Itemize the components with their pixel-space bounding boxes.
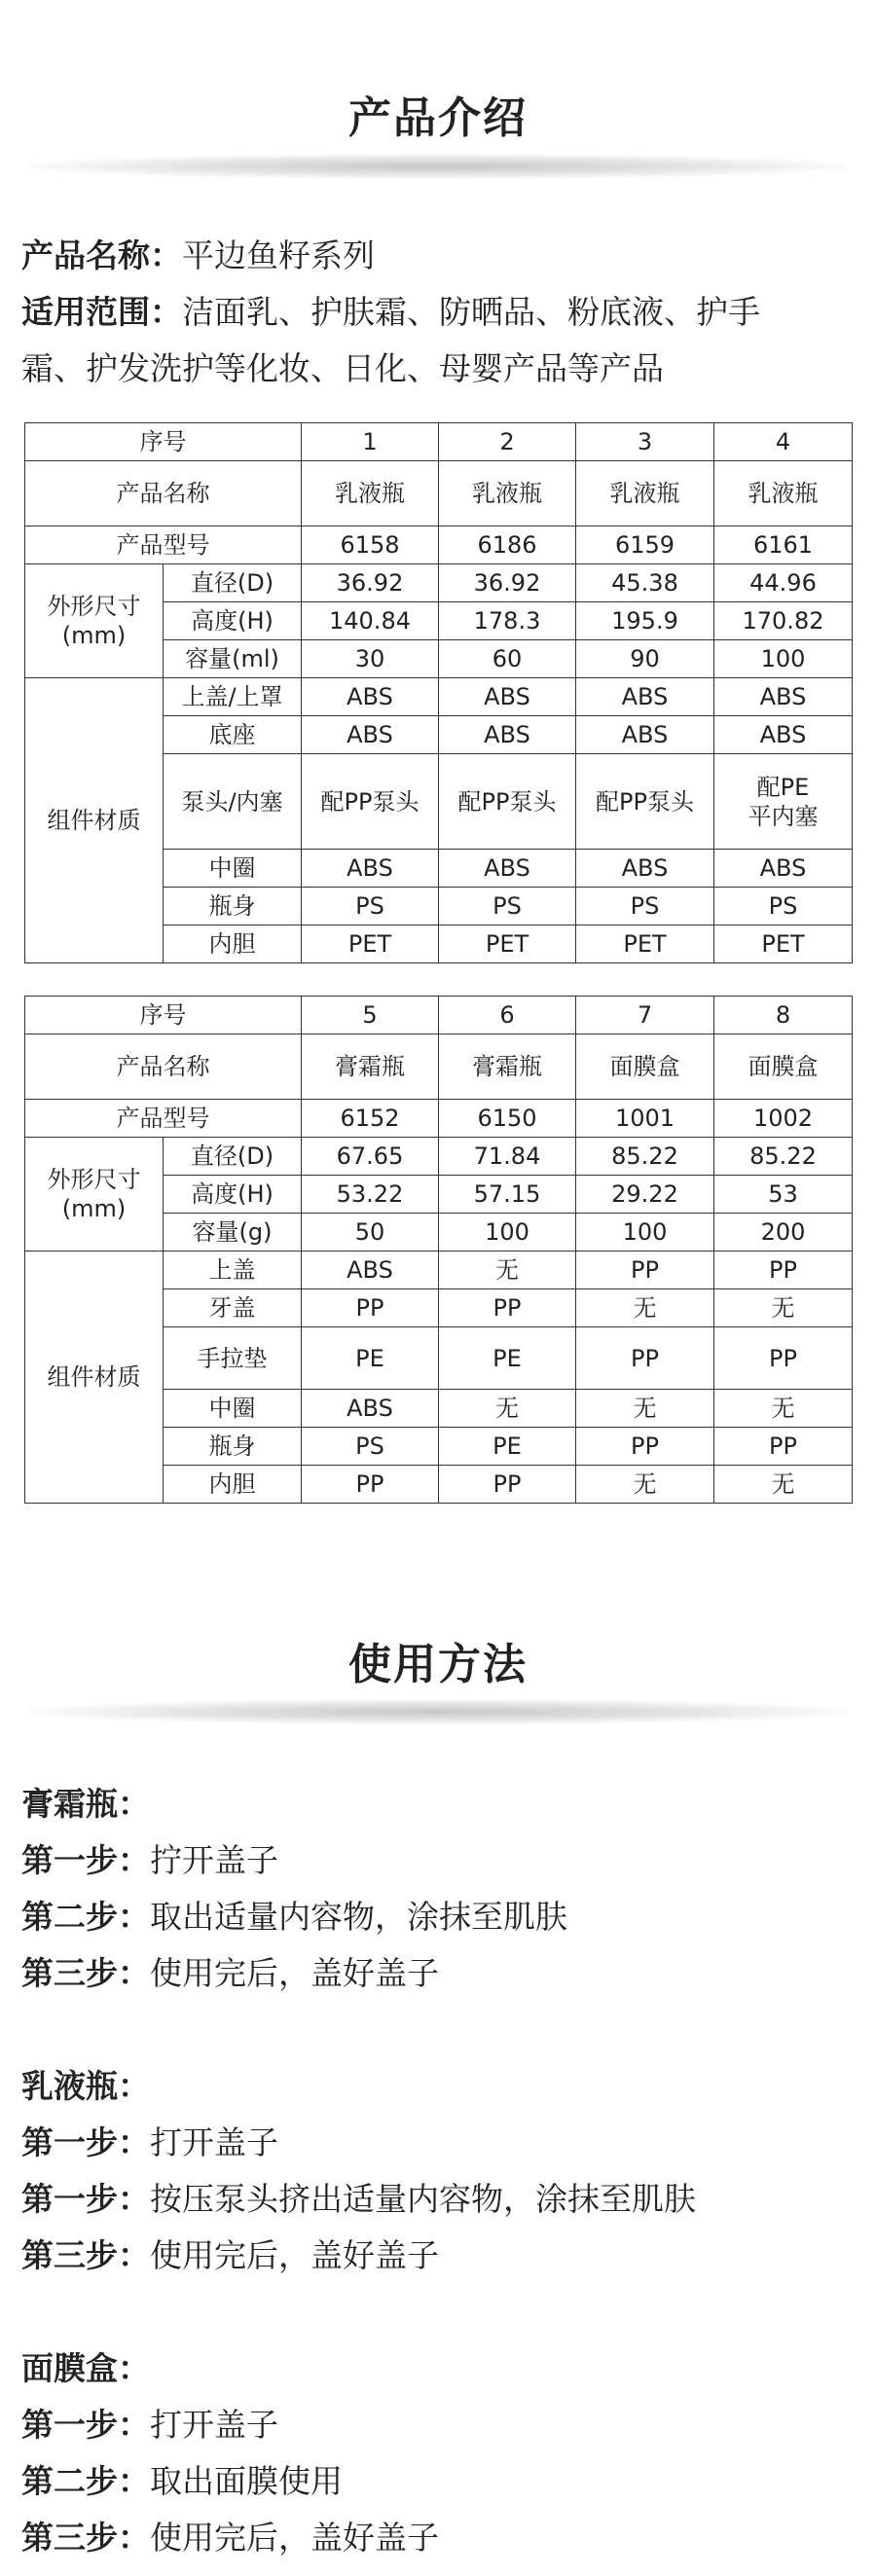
usage-steps bbox=[21, 1776, 858, 2566]
table-cell: 100 bbox=[714, 640, 853, 678]
table-cell: 6152 bbox=[302, 1100, 439, 1138]
material-header: 组件材质 bbox=[25, 678, 164, 963]
table-cell: 容量(ml) bbox=[164, 640, 302, 678]
table-cell: 3 bbox=[576, 423, 714, 461]
table-cell: 6161 bbox=[714, 526, 853, 564]
table-row bbox=[25, 1138, 853, 1176]
table-cell: 53 bbox=[714, 1176, 853, 1214]
scope-value-1: 洁面乳、护肤霜、防晒品、粉底液、护手 bbox=[182, 293, 760, 331]
table-cell: PP bbox=[714, 1428, 853, 1466]
step-label: 第二步： bbox=[21, 1898, 150, 1936]
model-header: 产品型号 bbox=[25, 1100, 302, 1138]
table-cell: ABS bbox=[714, 678, 853, 716]
table-cell: 6186 bbox=[439, 526, 576, 564]
table-cell: 高度(H) bbox=[164, 1176, 302, 1214]
table-cell: 面膜盒 bbox=[576, 1034, 714, 1100]
table-cell: 4 bbox=[714, 423, 853, 461]
table-cell: 高度(H) bbox=[164, 602, 302, 640]
table-cell: 8 bbox=[714, 997, 853, 1034]
table-cell: PP bbox=[302, 1466, 439, 1504]
table-cell: PP bbox=[714, 1252, 853, 1289]
size-header-line1: 外形尺寸 bbox=[47, 593, 141, 620]
step-label: 第一步： bbox=[21, 2123, 150, 2161]
table-cell: PS bbox=[302, 888, 439, 925]
step-line bbox=[21, 2115, 858, 2171]
table-cell: 膏霜瓶 bbox=[302, 1034, 439, 1100]
table-cell: 乳液瓶 bbox=[576, 461, 714, 526]
table-cell: 6159 bbox=[576, 526, 714, 564]
step-label: 第三步： bbox=[21, 2236, 150, 2274]
usage-group-lotion-bottle bbox=[21, 2058, 858, 2284]
title-shadow-divider bbox=[29, 1699, 847, 1724]
table-row bbox=[25, 1252, 853, 1289]
table-cell: 60 bbox=[439, 640, 576, 678]
scope-label: 适用范围： bbox=[21, 293, 182, 331]
step-line bbox=[21, 1945, 858, 2002]
table-cell: 乳液瓶 bbox=[439, 461, 576, 526]
table-cell: 手拉垫 bbox=[164, 1327, 302, 1390]
table-cell: 配PP泵头 bbox=[576, 754, 714, 850]
table-cell bbox=[714, 754, 853, 850]
table-cell: PET bbox=[714, 925, 853, 963]
table-cell: 无 bbox=[439, 1390, 576, 1428]
scope-line bbox=[21, 284, 858, 341]
table-cell: PP bbox=[576, 1252, 714, 1289]
table-cell: 容量(g) bbox=[164, 1214, 302, 1252]
table-cell: 100 bbox=[576, 1214, 714, 1252]
table-cell: ABS bbox=[576, 850, 714, 888]
name-header: 产品名称 bbox=[25, 1034, 302, 1100]
table-cell: 瓶身 bbox=[164, 888, 302, 925]
step-label: 第一步： bbox=[21, 2180, 150, 2218]
name-header: 产品名称 bbox=[25, 461, 302, 526]
table-row bbox=[25, 1034, 853, 1100]
step-text: 取出适量内容物，涂抹至肌肤 bbox=[150, 1898, 567, 1936]
table-cell: 178.3 bbox=[439, 602, 576, 640]
table-cell: 6158 bbox=[302, 526, 439, 564]
group-spacer bbox=[21, 2284, 858, 2340]
table-cell: 1002 bbox=[714, 1100, 853, 1138]
material-header: 组件材质 bbox=[25, 1252, 164, 1504]
table-cell: 67.65 bbox=[302, 1138, 439, 1176]
group-title: 膏霜瓶： bbox=[21, 1785, 150, 1823]
table-cell: 90 bbox=[576, 640, 714, 678]
model-header: 产品型号 bbox=[25, 526, 302, 564]
intro-title: 产品介绍 bbox=[348, 93, 528, 143]
table-row bbox=[25, 678, 853, 716]
table-cell: 配PP泵头 bbox=[439, 754, 576, 850]
table-cell: PP bbox=[714, 1327, 853, 1390]
table-cell: 2 bbox=[439, 423, 576, 461]
table-row bbox=[25, 997, 853, 1034]
table-cell: 85.22 bbox=[576, 1138, 714, 1176]
table-cell: 无 bbox=[714, 1466, 853, 1504]
table-cell: ABS bbox=[439, 850, 576, 888]
table-cell: 45.38 bbox=[576, 564, 714, 602]
group-title: 乳液瓶： bbox=[21, 2067, 150, 2105]
scope-line-continued: 霜、护发洗护等化妆、日化、母婴产品等产品 bbox=[21, 349, 664, 387]
table-row bbox=[25, 423, 853, 461]
table-cell: 牙盖 bbox=[164, 1289, 302, 1327]
table-cell: 乳液瓶 bbox=[302, 461, 439, 526]
table-cell: 30 bbox=[302, 640, 439, 678]
table-row bbox=[25, 461, 853, 526]
step-label: 第三步： bbox=[21, 1954, 150, 1992]
size-header bbox=[25, 564, 164, 678]
table-cell: 53.22 bbox=[302, 1176, 439, 1214]
step-text: 拧开盖子 bbox=[150, 1841, 278, 1879]
size-header bbox=[25, 1138, 164, 1252]
table-row bbox=[25, 564, 853, 602]
table-cell: 无 bbox=[714, 1390, 853, 1428]
step-label: 第二步： bbox=[21, 2462, 150, 2500]
step-text: 使用完后，盖好盖子 bbox=[150, 2236, 439, 2274]
table-cell: PS bbox=[302, 1428, 439, 1466]
step-text: 打开盖子 bbox=[150, 2123, 278, 2161]
step-line bbox=[21, 2397, 858, 2453]
table-cell: ABS bbox=[302, 1252, 439, 1289]
table-cell: ABS bbox=[302, 678, 439, 716]
table-cell: PS bbox=[439, 888, 576, 925]
table-cell: 44.96 bbox=[714, 564, 853, 602]
step-label: 第一步： bbox=[21, 1841, 150, 1879]
table-cell: 100 bbox=[439, 1214, 576, 1252]
step-line bbox=[21, 2228, 858, 2284]
table-cell: PET bbox=[439, 925, 576, 963]
table-cell: ABS bbox=[439, 716, 576, 754]
table-cell: 底座 bbox=[164, 716, 302, 754]
table-cell: 5 bbox=[302, 997, 439, 1034]
seq-header: 序号 bbox=[25, 423, 302, 461]
table-cell: 36.92 bbox=[302, 564, 439, 602]
size-header-line2: (mm) bbox=[61, 1195, 127, 1222]
table-cell: 29.22 bbox=[576, 1176, 714, 1214]
step-text: 使用完后，盖好盖子 bbox=[150, 1954, 439, 1992]
step-line bbox=[21, 1889, 858, 1945]
product-info bbox=[21, 228, 858, 397]
size-header-line1: 外形尺寸 bbox=[47, 1166, 141, 1193]
table-cell: 170.82 bbox=[714, 602, 853, 640]
step-line bbox=[21, 2510, 858, 2566]
table-cell: 1 bbox=[302, 423, 439, 461]
table-cell: 57.15 bbox=[439, 1176, 576, 1214]
table-cell: ABS bbox=[714, 716, 853, 754]
table-cell: 直径(D) bbox=[164, 1138, 302, 1176]
table-cell: 泵头/内塞 bbox=[164, 754, 302, 850]
table-cell: PS bbox=[714, 888, 853, 925]
table-cell: 瓶身 bbox=[164, 1428, 302, 1466]
seq-header: 序号 bbox=[25, 997, 302, 1034]
table-cell: ABS bbox=[302, 1390, 439, 1428]
table-cell: 140.84 bbox=[302, 602, 439, 640]
step-line bbox=[21, 2171, 858, 2228]
table-cell: ABS bbox=[302, 850, 439, 888]
table-cell: ABS bbox=[576, 678, 714, 716]
table-cell: 面膜盒 bbox=[714, 1034, 853, 1100]
product-name-value: 平边鱼籽系列 bbox=[182, 236, 375, 274]
table-cell: PP bbox=[439, 1289, 576, 1327]
step-text: 取出面膜使用 bbox=[150, 2462, 343, 2500]
table-cell: PET bbox=[576, 925, 714, 963]
title-shadow-divider bbox=[29, 154, 847, 179]
table-cell: 6150 bbox=[439, 1100, 576, 1138]
table-cell: 1001 bbox=[576, 1100, 714, 1138]
table-cell: ABS bbox=[302, 716, 439, 754]
table-cell: PET bbox=[302, 925, 439, 963]
table-cell: 配PP泵头 bbox=[302, 754, 439, 850]
spec-table-1 bbox=[24, 422, 853, 963]
step-text: 按压泵头挤出适量内容物，涂抹至肌肤 bbox=[150, 2180, 696, 2218]
table-cell: 无 bbox=[576, 1466, 714, 1504]
table-cell: PP bbox=[576, 1327, 714, 1390]
step-label: 第三步： bbox=[21, 2519, 150, 2557]
size-header-line2: (mm) bbox=[61, 622, 127, 649]
table-cell: PE bbox=[439, 1327, 576, 1390]
table-cell: ABS bbox=[576, 716, 714, 754]
table-cell: 195.9 bbox=[576, 602, 714, 640]
table-cell: 乳液瓶 bbox=[714, 461, 853, 526]
group-spacer bbox=[21, 2002, 858, 2058]
table-cell: PE bbox=[302, 1327, 439, 1390]
table-cell: PP bbox=[576, 1428, 714, 1466]
usage-group-cream-jar bbox=[21, 1776, 858, 2002]
step-label: 第一步： bbox=[21, 2406, 150, 2444]
table-cell: 200 bbox=[714, 1214, 853, 1252]
table-cell: 6 bbox=[439, 997, 576, 1034]
table-cell: 50 bbox=[302, 1214, 439, 1252]
product-name-line bbox=[21, 228, 858, 284]
table-row bbox=[25, 526, 853, 564]
table-cell: 36.92 bbox=[439, 564, 576, 602]
usage-title: 使用方法 bbox=[348, 1640, 528, 1689]
step-text: 打开盖子 bbox=[150, 2406, 278, 2444]
usage-group-mask-box bbox=[21, 2340, 858, 2566]
step-line bbox=[21, 2453, 858, 2510]
table-cell: 中圈 bbox=[164, 1390, 302, 1428]
table-cell: 内胆 bbox=[164, 925, 302, 963]
table-row bbox=[25, 1100, 853, 1138]
cell-line2: 平内塞 bbox=[748, 802, 819, 830]
table-cell: ABS bbox=[439, 678, 576, 716]
product-name-label: 产品名称： bbox=[21, 236, 182, 274]
table-cell: 85.22 bbox=[714, 1138, 853, 1176]
step-text: 使用完后，盖好盖子 bbox=[150, 2519, 439, 2557]
table-cell: PP bbox=[439, 1466, 576, 1504]
table-cell: 中圈 bbox=[164, 850, 302, 888]
table-cell: 无 bbox=[576, 1390, 714, 1428]
table-cell: 71.84 bbox=[439, 1138, 576, 1176]
table-cell: 直径(D) bbox=[164, 564, 302, 602]
table-cell: 无 bbox=[714, 1289, 853, 1327]
table-cell: 上盖 bbox=[164, 1252, 302, 1289]
table-cell: PP bbox=[302, 1289, 439, 1327]
table-cell: ABS bbox=[714, 850, 853, 888]
table-cell: 膏霜瓶 bbox=[439, 1034, 576, 1100]
table-cell: 无 bbox=[576, 1289, 714, 1327]
table-cell: 内胆 bbox=[164, 1466, 302, 1504]
group-title: 面膜盒： bbox=[21, 2349, 150, 2387]
table-cell: 7 bbox=[576, 997, 714, 1034]
table-cell: PE bbox=[439, 1428, 576, 1466]
step-line bbox=[21, 1832, 858, 1889]
table-cell: 无 bbox=[439, 1252, 576, 1289]
table-cell: 上盖/上罩 bbox=[164, 678, 302, 716]
spec-table-2 bbox=[24, 996, 853, 1504]
cell-line1: 配PE bbox=[756, 773, 810, 801]
table-cell: PS bbox=[576, 888, 714, 925]
